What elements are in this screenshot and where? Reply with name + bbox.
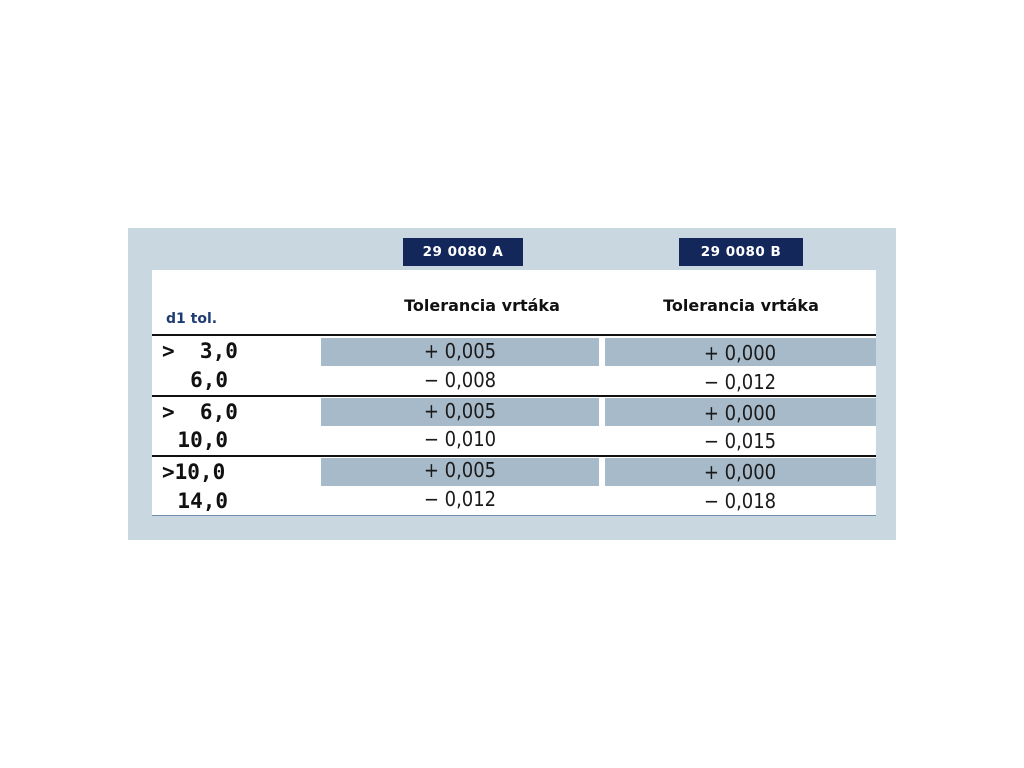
row-2-b-upper: + 0,000 xyxy=(703,401,777,425)
column-a-heading: Tolerancia vrtáka xyxy=(404,296,560,315)
row-2-a-lower: − 0,010 xyxy=(423,427,497,451)
header-divider xyxy=(152,334,876,336)
row-2-diameter-from: > 6,0 xyxy=(162,400,238,424)
table-bottom-rule xyxy=(152,515,876,516)
row-3-a-upper: + 0,005 xyxy=(423,458,497,482)
row-1-diameter-to: 6,0 xyxy=(190,368,228,392)
row-1-diameter-from: > 3,0 xyxy=(162,339,238,363)
product-code-badge-a: 29 0080 A xyxy=(403,238,523,266)
row-3-b-lower: − 0,018 xyxy=(703,489,777,513)
row-2-diameter-to: 10,0 xyxy=(177,428,228,452)
row-3-diameter-from: >10,0 xyxy=(162,460,226,484)
row-1-b-lower: − 0,012 xyxy=(703,370,777,394)
row-3-b-upper: + 0,000 xyxy=(703,460,777,484)
row-1-b-upper: + 0,000 xyxy=(703,341,777,365)
row-1-a-upper: + 0,005 xyxy=(423,339,497,363)
column-b-heading: Tolerancia vrtáka xyxy=(663,296,819,315)
row-1-a-lower: − 0,008 xyxy=(423,368,497,392)
row-2-a-upper: + 0,005 xyxy=(423,399,497,423)
row-2-b-lower: − 0,015 xyxy=(703,429,777,453)
row-3-a-lower: − 0,012 xyxy=(423,487,497,511)
product-code-badge-b: 29 0080 B xyxy=(679,238,803,266)
diameter-tolerance-header: d1 tol. xyxy=(166,311,218,327)
row-3-diameter-to: 14,0 xyxy=(177,489,228,513)
